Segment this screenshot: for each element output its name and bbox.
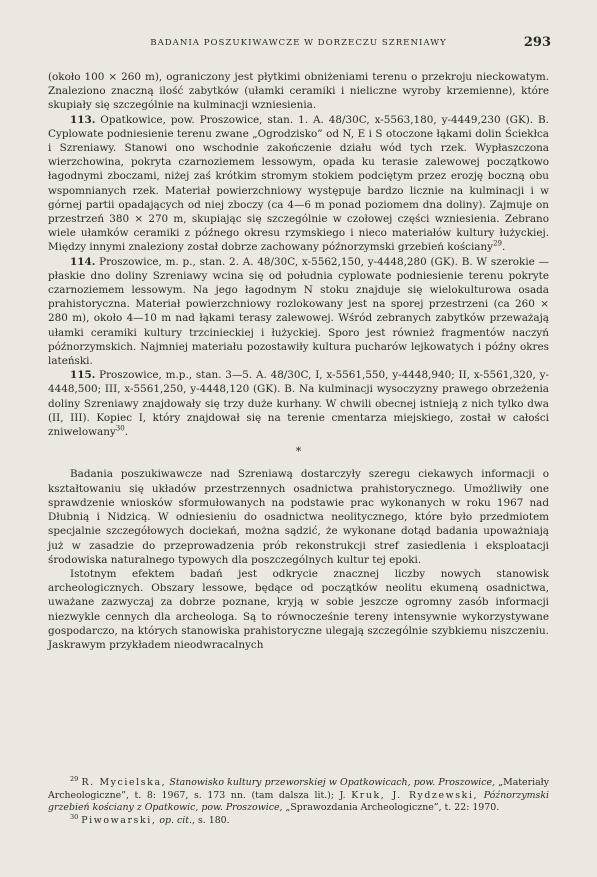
footnote-title: Stanowisko kultury przeworskiej w Opatkowicach, pow. Proszowice, (169, 777, 496, 788)
section-separator: * (295, 445, 302, 459)
footnote-title: Późnorzymski grzebień kościany z Opatkowic, pow. Proszowice, (48, 789, 550, 814)
footnote-30 (48, 812, 549, 828)
entry-number: 113. (70, 113, 96, 126)
footnote-source: s. 180. (197, 814, 230, 826)
footnote-author: R. Mycielska, (81, 777, 167, 788)
conclusion-paragraph: Istotnym efektem badań jest odkrycie znacznej liczby nowych stanowisk archeologicznych. Obszary lessowe, będące od początków neolitu ekumeną osadnictwa, uważane zazwyczaj za dobrze poznane, kryją w sobie jeszcze ogromny zasób informacji niezwykle cennych dla archeologa. Są to równocześnie tereny intensywnie wykorzystywane gospodarczo, na których stanowiska prahistoryczne ulegają szczególnie szybkiemu niszczeniu. Jaskrawym przykładem nieodwracalnych (48, 567, 549, 651)
body-text (48, 70, 549, 652)
footnote-ref: 30 (115, 424, 125, 433)
entry-text: Proszowice, m.p., stan. 3—5. A. 48/30C, I, x-5561,550, y-4448,940; II, x-5561,320, y-4448,500; III, x-5561,250, y-4448,120 (GK). B. Na kulminacji wysoczyzny prawego obrzeżenia doliny Szreniawy znajdowały się trzy duże kurhany. W chwili obecnej istnieją z nich tylko dwa (II, III). Kopiec I, który znajdował się na terenie cmentarza miejskiego, został w całości zniwelowany (48, 369, 549, 439)
footnote-number: 30 (70, 812, 79, 821)
entry-113: 113. Opatkowice, pow. Proszowice, stan. 1. A. 48/30C, x-5563,180, y-4449,230 (GK). B. Cyplowate podniesienie terenu zwane „Ogrodzisko” od N, E i S otoczone łąkami dolin Ściekłca i Szreniawy. Stanowi ono wschodnie zakończenie działu wód tych rzek. Wypłaszczona wierzchowina, pokryta czarnoziemem lessowym, opada ku terasie zalewowej początkowo łagodnymi zboczami, niżej zaś krótkim stromym stokiem podciętym przez erozję boczną obu wspomnianych rzek. Materiał powierzchniowy występuje bardzo licznie na kulminacji i w górnej partii opadających od niej zboczy (ca 4—6 m ponad poziomem dna doliny). Zajmuje on przestrzeń 380 × 270 m, skupiając się szczególnie w czołowej części wzniesienia. Zebrano wiele ułamków ceramiki z późnego okresu rzymskiego i nieco materiałów kultury łużyckiej. Między innymi znaleziony został dobrze zachowany późnorzymski grzebień kościany$^{29}$. (48, 113, 549, 254)
entry-text: Proszowice, m. p., stan. 2. A. 48/30C, x-5562,150, y-4448,280 (GK). B. W szerokie — płaskie dno doliny Szreniawy wcina się od południa cyplowate podniesienie terenu pokryte czarnoziemem lessowym. Na jego łagodnym N stoku znajduje się wielokulturowa osada prahistoryczna. Materiał powierzchniowy rozlokowany jest na sporej przestrzeni (ca 260 × 280 m), około 4—10 m nad łąkami terasy zalewowej. Wśród zebranych zabytków przeważają ułamki ceramiki kultury trzcinieckiej i łużyckiej. Sporo jest również fragmentów naczyń późnorzymskich. Najmniej materiału pozostawiły kultura pucharów lejkowatych i późny okres lateński. (48, 255, 549, 368)
footnote-ref: 29 (493, 239, 502, 248)
footnote-author: Kruk, J. Rydzewski, (351, 789, 479, 801)
footnote-number: 29 (70, 774, 79, 783)
footnote-source: „Sprawozdania Archeologiczne”, t. 22: 1970. (285, 802, 500, 814)
entry-number: 114. (70, 255, 96, 268)
footnotes (48, 774, 550, 827)
page-number: 293 (523, 35, 551, 50)
footnote-29 (48, 774, 550, 815)
running-title: BADANIA POSZUKIWAWCZE W DORZECZU SZRENIAWY (150, 38, 447, 48)
running-head (48, 35, 551, 54)
footnote-source: „Materiały Archeologiczne”, t. 8: 1967, s. 173 nn. (tam dalsza lit.); J. (48, 777, 550, 801)
entry-114 (48, 255, 549, 369)
conclusion-paragraph: Badania poszukiwawcze nad Szreniawą dostarczyły szeregu ciekawych informacji o kształtowaniu się układów przestrzennych osadnictwa prahistorycznego. Umożliwiły one sprawdzenie wniosków sformułowanych na podstawie prac wykonanych w roku 1967 nad Dłubnią i Nidzicą. W odniesieniu do osadnictwa neolitycznego, które było przedmiotem specjalnie szczegółowych dociekań, można sądzić, że wykonane dotąd badania upoważniają już w zasadzie do przeprowadzenia prób rekonstrukcji stref zasiedlenia i eksploatacji środowiska naturalnego typowych dla poszczególnych kultur tej epoki. (48, 468, 549, 566)
entry-number: 115. (70, 369, 96, 382)
footnote-author: Piwowarski, (81, 814, 157, 826)
footnote-title: op. cit., (159, 814, 195, 826)
entry-115: 115. Proszowice, m.p., stan. 3—5. A. 48/30C, I, x-5561,550, y-4448,940; II, x-5561,320, y-4448,500; III, x-5561,250, y-4448,120 (GK). B. Na kulminacji wysoczyzny prawego obrzeżenia doliny Szreniawy znajdowały się trzy duże kurhany. W chwili obecnej istnieją z nich tylko dwa (II, III). Kopiec I, który znajdował się na terenie cmentarza miejskiego, został w całości zniwelowany$^{30}$. (48, 369, 549, 439)
entry-text: Opatkowice, pow. Proszowice, stan. 1. A. 48/30C, x-5563,180, y-4449,230 (GK). B. Cyplowate podniesienie terenu zwane „Ogrodzisko” od N, E i S otoczone łąkami dolin Ściekłca i Szreniawy. Stanowi ono wschodnie zakończenie działu wód tych rzek. Wypłaszczona wierzchowina, pokryta czarnoziemem lessowym, opada ku terasie zalewowej początkowo łagodnymi zboczami, niżej zaś krótkim stromym stokiem podciętym przez erozję boczną obu wspomnianych rzek. Materiał powierzchniowy występuje bardzo licznie na kulminacji i w górnej partii opadających od niej zboczy (ca 4—6 m ponad poziomem dna doliny). Zajmuje on przestrzeń 380 × 270 m, skupiając się szczególnie w czołowej części wzniesienia. Zebrano wiele ułamków ceramiki z późnego okresu rzymskiego i nieco materiałów kultury łużyckiej. Między innymi znaleziony został dobrze zachowany późnorzymski grzebień kościany (48, 113, 549, 254)
intro-paragraph: (około 100 × 260 m), ograniczony jest płytkimi obniżeniami terenu o przekroju nieckowatym. Znaleziono znaczną ilość zabytków (ułamki ceramiki i nieliczne wyroby krzemienne), które skupiały się szczególnie na kulminacji wzniesienia. (48, 71, 549, 112)
